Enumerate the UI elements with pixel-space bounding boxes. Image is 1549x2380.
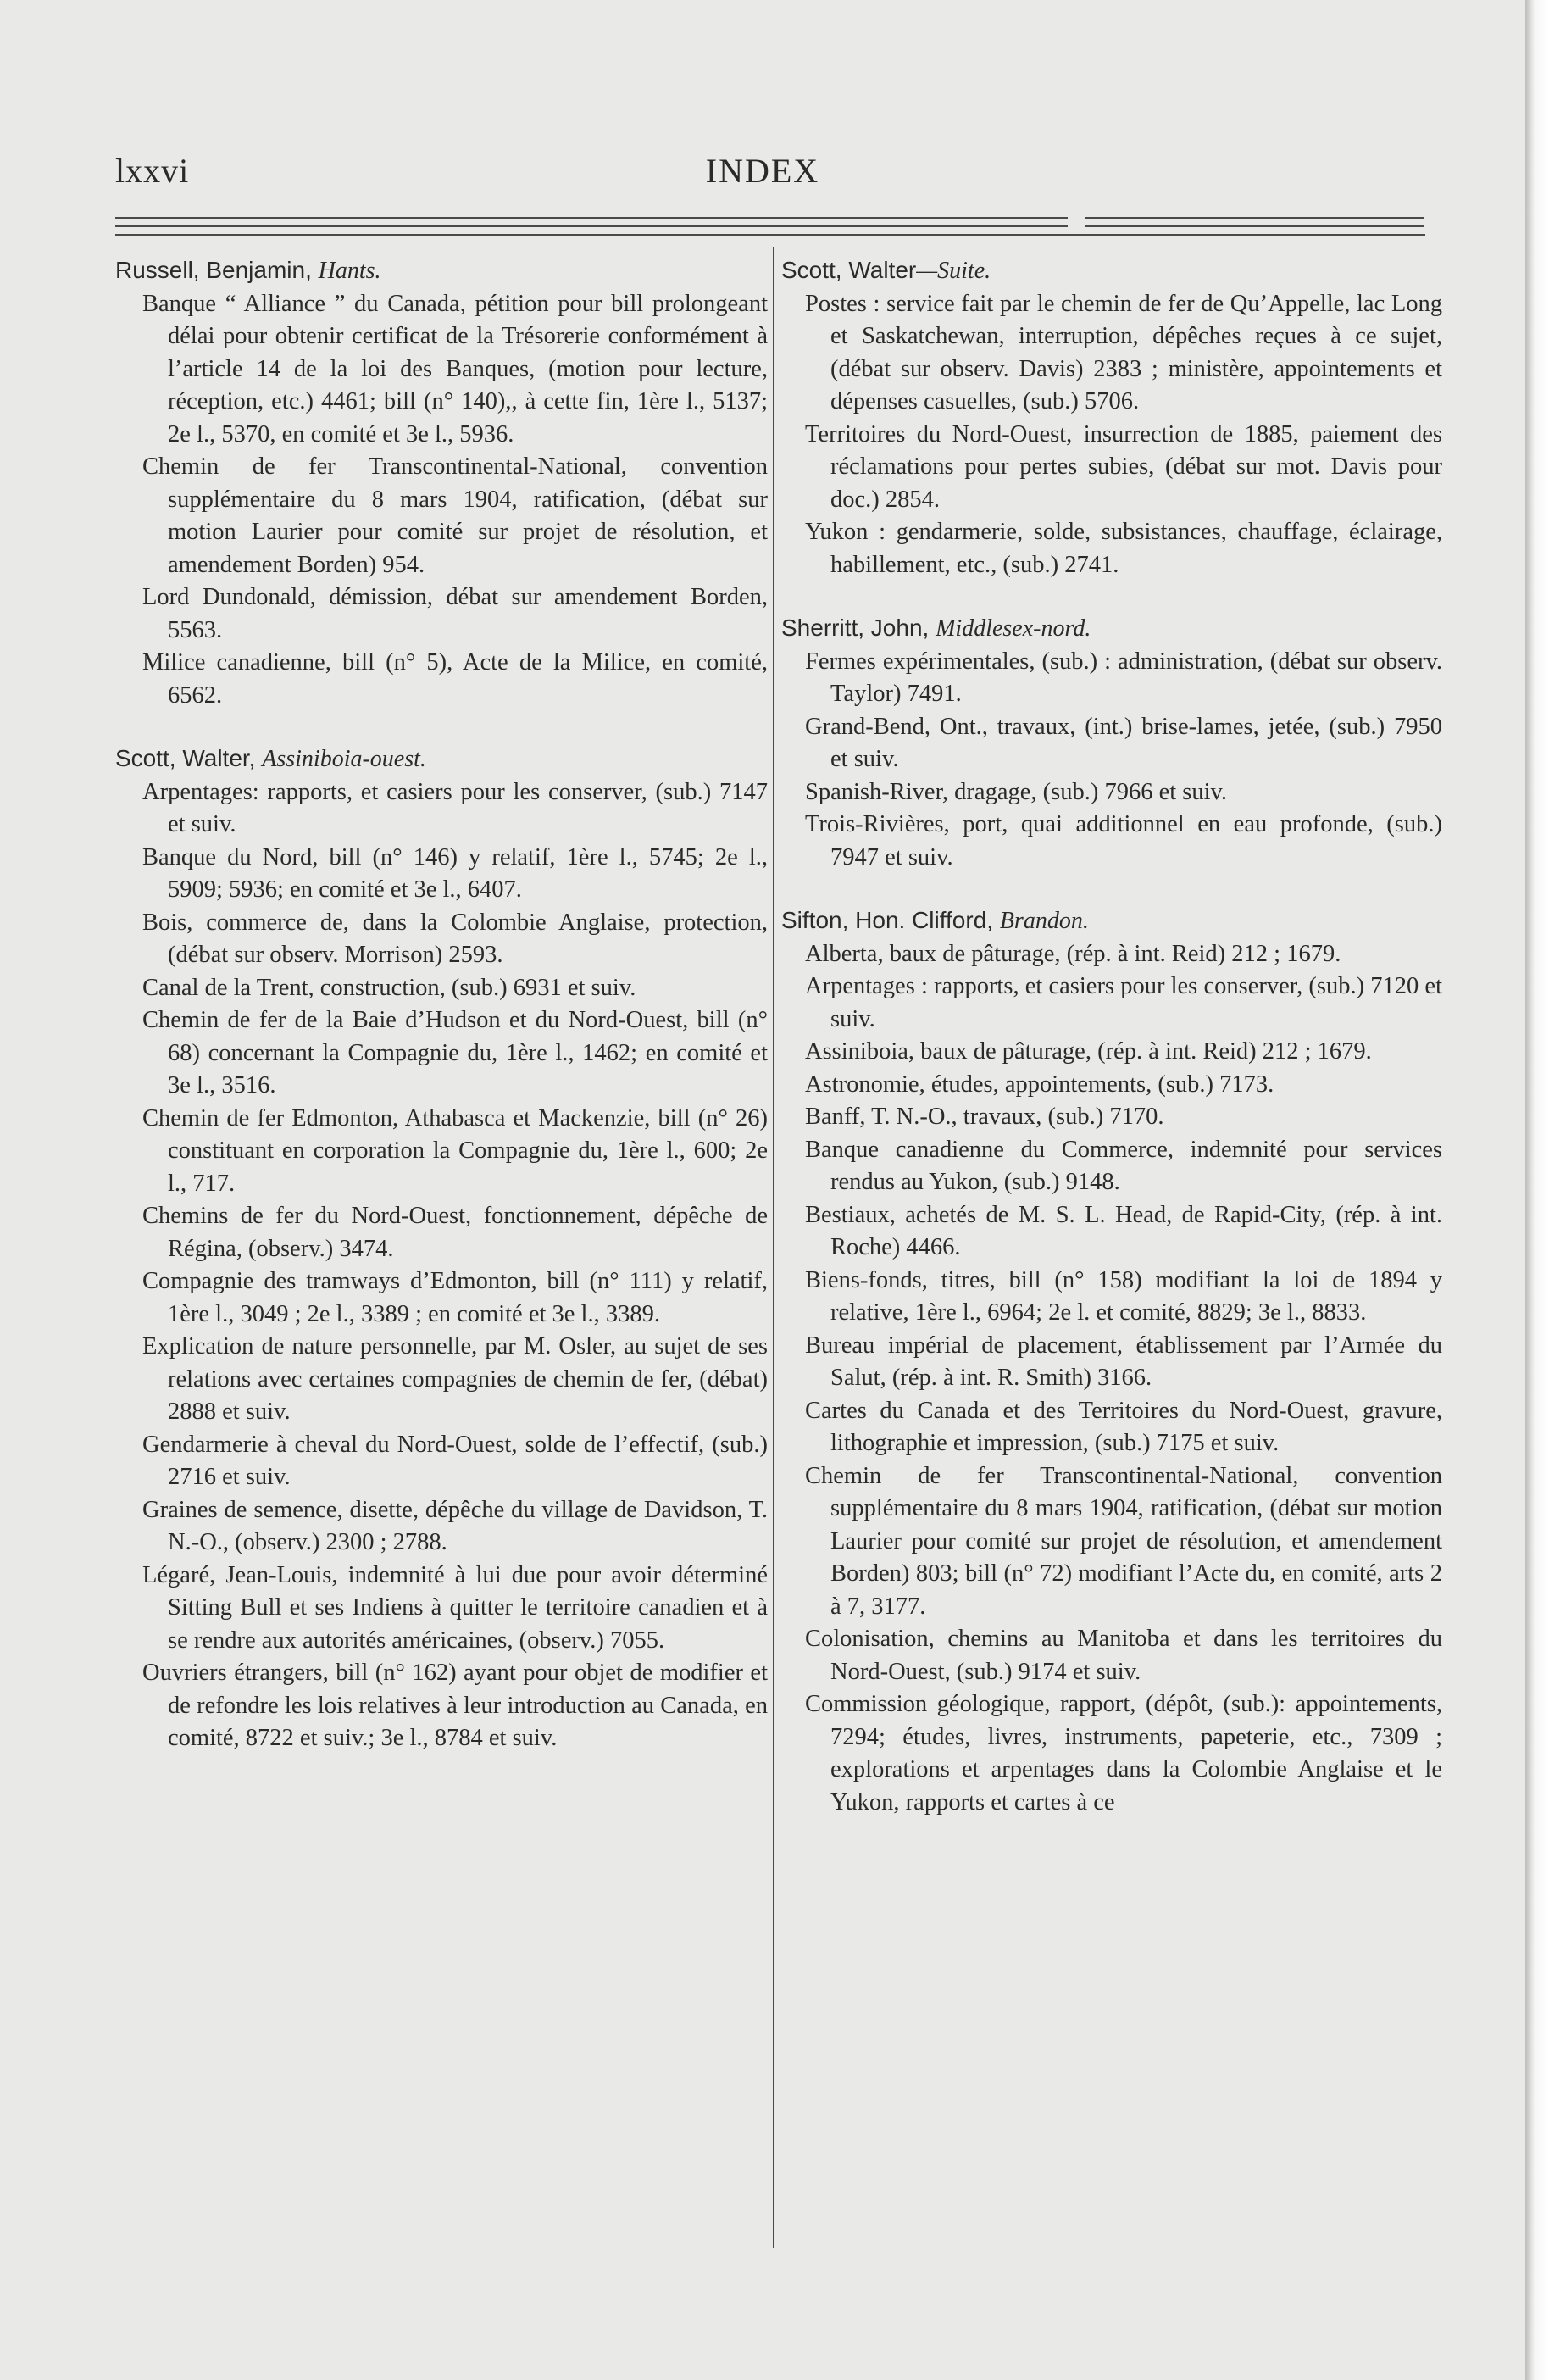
- subject-line: Compagnie des tramways d’Edmonton, bill (n° 111) y relatif, 1ère l., 3049 ; 2e l., 3389 ; en comité et 3e l., 3389.: [142, 1268, 768, 1327]
- subject-line: Arpentages: rapports, et casiers pour les conserver, (sub.) 7147 et suiv.: [142, 778, 768, 837]
- subject-line: Arpentages : rapports, et casiers pour les conserver, (sub.) 7120 et suiv.: [805, 973, 1442, 1032]
- index-entry-scott-continued: [781, 254, 1442, 581]
- entry-heading: [115, 254, 768, 288]
- subject-line: Chemins de fer du Nord-Ouest, fonctionnement, dépêche de Régina, (observ.) 3474.: [142, 1203, 768, 1262]
- subject-line: Banque du Nord, bill (n° 146) y relatif, 1ère l., 5745; 2e l., 5909; 5936; en comité et 3e l., 6407.: [142, 843, 768, 903]
- subject-line: Commission géologique, rapport, (dépôt, (sub.): appointements, 7294; études, livres, instruments, papeterie, etc., 7309 ; explorations et arpentages dans la Colombie Anglaise et le Yukon, rapports et cartes à ce: [805, 1691, 1442, 1816]
- member-name: Scott, Walter,: [115, 745, 256, 771]
- subject-line: Bureau impérial de placement, établissement par l’Armée du Salut, (rép. à int. R. Smith) 3166.: [805, 1332, 1442, 1391]
- subject-line: Assiniboia, baux de pâturage, (rép. à int. Reid) 212 ; 1679.: [805, 1038, 1372, 1065]
- index-entry-russell: [115, 254, 768, 712]
- page-folio: lxxvi: [115, 152, 190, 190]
- subject-line: Banque canadienne du Commerce, indemnité pour services rendus au Yukon, (sub.) 9148.: [805, 1136, 1442, 1195]
- subject-line: Gendarmerie à cheval du Nord-Ouest, solde de l’effectif, (sub.) 2716 et suiv.: [142, 1431, 768, 1490]
- subject-line: Colonisation, chemins au Manitoba et dans les territoires du Nord-Ouest, (sub.) 9174 et suiv.: [805, 1626, 1442, 1685]
- subject-line: Banff, T. N.-O., travaux, (sub.) 7170.: [805, 1104, 1164, 1130]
- member-name: Sifton, Hon. Clifford,: [781, 907, 994, 933]
- header-rule-middle-right: [1085, 225, 1424, 227]
- subject-line: Bois, commerce de, dans la Colombie Anglaise, protection, (débat sur observ. Morrison) 2593.: [142, 909, 768, 968]
- running-title: INDEX: [705, 152, 820, 190]
- continuation-marker: —Suite.: [916, 258, 991, 284]
- entry-heading: [781, 254, 1442, 288]
- index-entry-scott: [115, 742, 768, 1755]
- header-rule-top-left: [115, 217, 1068, 219]
- header-rule-middle-left: [115, 225, 1068, 227]
- subject-line: Grand-Bend, Ont., travaux, (int.) brise-lames, jetée, (sub.) 7950 et suiv.: [805, 713, 1442, 772]
- member-name: Russell, Benjamin,: [115, 257, 312, 283]
- index-entry-sifton: [781, 904, 1442, 1819]
- subject-line: Spanish-River, dragage, (sub.) 7966 et suiv.: [805, 778, 1228, 805]
- index-column-left: [115, 254, 768, 1755]
- entry-heading: [115, 742, 768, 776]
- subject-line: Fermes expérimentales, (sub.) : administration, (débat sur observ. Taylor) 7491.: [805, 648, 1442, 707]
- index-column-right: [781, 254, 1442, 1819]
- member-riding: Brandon.: [999, 908, 1089, 934]
- member-riding: Middlesex-nord.: [936, 615, 1091, 642]
- subject-line: Chemin de fer Transcontinental-National, convention supplémentaire du 8 mars 1904, ratification, (débat sur motion Laurier pour comité sur projet de résolution, et amendement Borden) 803; bill (n° 72) modifiant l’Acte du, en comité, arts 2 à 7, 3177.: [805, 1462, 1442, 1620]
- subject-line: Trois-Rivières, port, quai additionnel en eau profonde, (sub.) 7947 et suiv.: [805, 811, 1442, 870]
- header-rule-top-right: [1085, 217, 1424, 219]
- subject-line: Chemin de fer Edmonton, Athabasca et Mackenzie, bill (n° 26) constituant en corporation la Compagnie du, 1ère l., 600; 2e l., 717.: [142, 1104, 768, 1197]
- subject-line: Banque “ Alliance ” du Canada, pétition pour bill prolongeant délai pour obtenir certificat de la Trésorerie conformément à l’article 14 de la loi des Banques, (motion pour lecture, réception, etc.) 4461; bill (n° 140),, à cette fin, 1ère l., 5137; 2e l., 5370, en comité et 3e l., 5936.: [142, 290, 768, 448]
- subject-line: Chemin de fer Transcontinental-National, convention supplémentaire du 8 mars 1904, ratification, (débat sur motion Laurier pour comité sur projet de résolution, et amendement Borden) 954.: [142, 453, 768, 578]
- subject-line: Postes : service fait par le chemin de fer de Qu’Appelle, lac Long et Saskatchewan, interruption, dépêches reçues à ce sujet, (débat sur observ. Davis) 2383 ; ministère, appointements et dépenses casuelles, (sub.) 5706.: [805, 290, 1442, 414]
- subject-line: Milice canadienne, bill (n° 5), Acte de la Milice, en comité, 6562.: [142, 649, 768, 709]
- member-name: Scott, Walter: [781, 257, 917, 283]
- page-edge: [1525, 0, 1549, 2380]
- subject-line: Ouvriers étrangers, bill (n° 162) ayant pour objet de modifier et de refondre les lois relatives à leur introduction au Canada, en comité, 8722 et suiv.; 3e l., 8784 et suiv.: [142, 1660, 768, 1751]
- subject-line: Territoires du Nord-Ouest, insurrection de 1885, paiement des réclamations pour pertes subies, (débat sur mot. Davis pour doc.) 2854.: [805, 420, 1442, 513]
- subject-line: Explication de nature personnelle, par M. Osler, au sujet de ses relations avec certaines compagnies de chemin de fer, (débat) 2888 et suiv.: [142, 1333, 768, 1425]
- entry-heading: [781, 612, 1442, 646]
- subject-line: Alberta, baux de pâturage, (rép. à int. Reid) 212 ; 1679.: [805, 940, 1341, 967]
- subject-line: Biens-fonds, titres, bill (n° 158) modifiant la loi de 1894 y relative, 1ère l., 6964; 2e l. et comité, 8829; 3e l., 8833.: [805, 1266, 1442, 1326]
- column-divider: [773, 247, 774, 2248]
- subject-line: Chemin de fer de la Baie d’Hudson et du Nord-Ouest, bill (n° 68) concernant la Compagnie du, 1ère l., 1462; en comité et 3e l., 3516.: [142, 1007, 768, 1098]
- subject-line: Yukon : gendarmerie, solde, subsistances, chauffage, éclairage, habillement, etc., (sub.) 2741.: [805, 519, 1442, 578]
- member-riding: Hants.: [318, 258, 381, 284]
- member-riding: Assiniboia-ouest.: [262, 746, 426, 772]
- subject-line: Canal de la Trent, construction, (sub.) 6931 et suiv.: [142, 974, 636, 1001]
- index-entry-sherritt: [781, 612, 1442, 874]
- subject-line: Lord Dundonald, démission, débat sur amendement Borden, 5563.: [142, 584, 768, 643]
- header-rule-bottom: [115, 234, 1425, 236]
- subject-line: Graines de semence, disette, dépêche du village de Davidson, T. N.-O., (observ.) 2300 ; 2788.: [142, 1496, 768, 1555]
- entry-heading: [781, 904, 1442, 938]
- subject-line: Bestiaux, achetés de M. S. L. Head, de Rapid-City, (rép. à int. Roche) 4466.: [805, 1201, 1442, 1260]
- subject-line: Cartes du Canada et des Territoires du Nord-Ouest, gravure, lithographie et impression, (sub.) 7175 et suiv.: [805, 1397, 1442, 1456]
- member-name: Sherritt, John,: [781, 614, 930, 641]
- subject-line: Légaré, Jean-Louis, indemnité à lui due pour avoir déterminé Sitting Bull et ses Indiens à quitter le territoire canadien et à se rendre aux autorités américaines, (observ.) 7055.: [142, 1561, 768, 1654]
- subject-line: Astronomie, études, appointements, (sub.) 7173.: [805, 1070, 1274, 1098]
